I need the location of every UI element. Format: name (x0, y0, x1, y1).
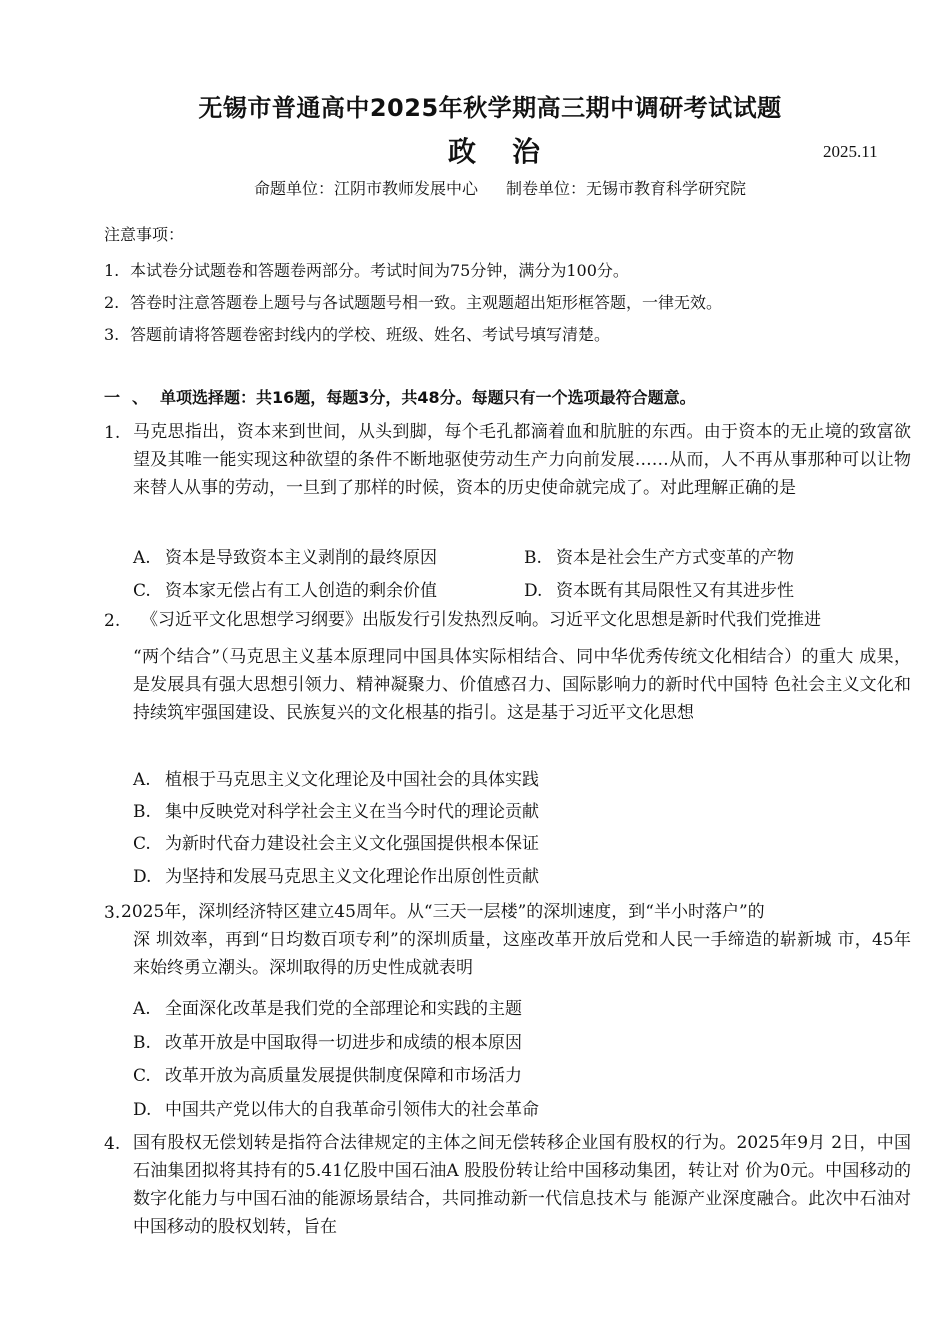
question-2-option-b (133, 797, 539, 822)
note-num: 3. (104, 325, 120, 344)
question-2-option-a (133, 765, 539, 790)
option-text: 集中反映党对科学社会主义在当今时代的理论贡献 (165, 802, 539, 822)
option-label: A. (133, 770, 151, 790)
question-2-num: 2. (104, 611, 121, 631)
option-text: 中国共产党以伟大的自我革命引领伟大的社会革命 (165, 1100, 539, 1120)
option-label: A. (133, 999, 151, 1019)
option-text: 植根于马克思主义文化理论及中国社会的具体实践 (165, 770, 539, 790)
subject-char-2: 治 (512, 135, 543, 168)
option-label: D. (524, 581, 543, 601)
option-text: 全面深化改革是我们党的全部理论和实践的主题 (165, 999, 522, 1019)
option-text: 资本既有其局限性又有其进步性 (556, 581, 794, 601)
note-num: 2. (104, 293, 120, 312)
question-2-option-d (133, 862, 539, 887)
question-2-option-c (133, 829, 539, 854)
note-text: 答卷时注意答题卷上题号与各试题题号相一致。主观题超出矩形框答题，一律无效。 (130, 293, 723, 312)
option-text: 资本家无偿占有工人创造的剩余价值 (165, 581, 437, 601)
note-text: 本试卷分试题卷和答题卷两部分。考试时间为75分钟，满分为100分。 (130, 261, 629, 280)
proposition-unit: 命题单位：江阴市教师发展中心 (253, 179, 478, 198)
option-text: 为坚持和发展马克思主义文化理论作出原创性贡献 (165, 867, 539, 887)
question-1-num: 1. (104, 423, 121, 443)
section-sep: 、 (132, 388, 149, 407)
question-3-stem-first: 2025年，深圳经济特区建立45周年。从“三天一层楼”的深圳速度，到“半小时落户”的 (121, 902, 765, 922)
option-text: 为新时代奋力建设社会主义文化强国提供根本保证 (165, 834, 539, 854)
option-label: D. (133, 867, 152, 887)
question-3-option-c (133, 1061, 522, 1086)
option-label: C. (133, 581, 151, 601)
option-label: D. (133, 1100, 152, 1120)
question-1-option-a (133, 543, 437, 568)
question-3-num: 3. (104, 903, 121, 923)
subject-char-1: 政 (447, 135, 478, 168)
section-text: 单项选择题：共16题，每题3分，共48分。每题只有一个选项最符合题意。 (160, 388, 696, 407)
option-text: 资本是导致资本主义剥削的最终原因 (165, 548, 437, 568)
note-item (104, 258, 629, 281)
question-3-option-d (133, 1095, 539, 1120)
question-1-option-b (524, 543, 794, 568)
option-text: 资本是社会生产方式变革的产物 (556, 548, 794, 568)
note-item (104, 290, 722, 313)
note-text: 答题前请将答题卷密封线内的学校、班级、姓名、考试号填写清楚。 (130, 325, 611, 344)
option-text: 改革开放为高质量发展提供制度保障和市场活力 (165, 1066, 522, 1086)
question-2-stem-rest: “两个结合”（马克思主义基本原理同中国具体实际相结合、同中华优秀传统文化相结合）的重大 成果，是发展具有强大思想引领力、精神凝聚力、价值感召力、国际影响力的新时代中国特 色社会主义文化和持续筑牢强国建设、民族复兴的文化根基的指引。这是基于习近平文化思想 (133, 647, 911, 723)
question-1-option-d (524, 576, 794, 601)
option-label: B. (524, 548, 542, 568)
question-3-option-b (133, 1028, 522, 1053)
option-label: C. (133, 834, 151, 854)
exam-title: 无锡市普通高中2025年秋学期高三期中调研考试试题 (198, 94, 782, 122)
option-label: B. (133, 1033, 151, 1053)
note-item (104, 322, 610, 345)
printing-unit: 制卷单位：无锡市教育科学研究院 (506, 179, 747, 198)
section-heading (104, 385, 696, 408)
question-4-num: 4. (104, 1134, 121, 1154)
subject-title (0, 130, 950, 170)
option-label: B. (133, 802, 151, 822)
section-num: 一 (104, 388, 121, 407)
option-text: 改革开放是中国取得一切进步和成绩的根本原因 (165, 1033, 522, 1053)
exam-date: 2025.11 (823, 142, 878, 161)
question-4-stem: 国有股权无偿划转是指符合法律规定的主体之间无偿转移企业国有股权的行为。2025年9月 2日，中国石油集团拟将其持有的5.41亿股中国石油A 股股份转让给中国移动集团，转让对 价为0元。中国移动的数字化能力与中国石油的能源场景结合，共同推动新一代信息技术与 能源产业深度融合。此次中石油对中国移动的股权划转，旨在 (133, 1133, 911, 1237)
exam-units (0, 176, 950, 199)
question-3-option-a (133, 994, 522, 1019)
option-label: C. (133, 1066, 151, 1086)
question-1-stem: 马克思指出，资本来到世间，从头到脚，每个毛孔都滴着血和肮脏的东西。由于资本的无止境的致富欲望及其唯一能实现这种欲望的条件不断地驱使劳动生产力向前发展……从而，人不再从事那种可以让物来替人从事的劳动，一旦到了那样的时候，资本的历史使命就完成了。对此理解正确的是 (133, 422, 911, 498)
question-1-option-c (133, 576, 437, 601)
note-num: 1. (104, 261, 120, 280)
question-3-stem-rest: 深 圳效率，再到“日均数百项专利”的深圳质量，这座改革开放后党和人民一手缔造的崭新城 市，45年来始终勇立潮头。深圳取得的历史性成就表明 (133, 930, 911, 978)
option-label: A. (133, 548, 151, 568)
question-2-stem-first: 《习近平文化思想学习纲要》出版发行引发热烈反响。习近平文化思想是新时代我们党推进 (141, 610, 821, 630)
notes-title: 注意事项： (104, 225, 185, 244)
